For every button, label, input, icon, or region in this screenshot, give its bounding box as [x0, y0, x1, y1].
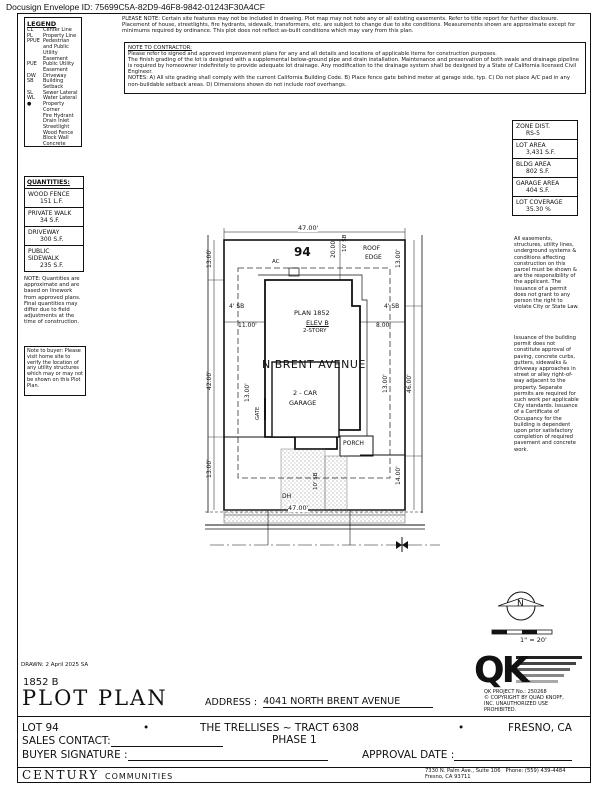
- qty-public-sidewalk: PUBLIC SIDEWALK 235 S.F.: [28, 248, 64, 269]
- drawn-date: DRAWN: 2 April 2025 SA: [21, 662, 89, 668]
- right-side-dim: 8.00': [376, 322, 392, 329]
- tb-bullet-1: •: [143, 722, 150, 734]
- gate-label: GATE: [255, 406, 261, 420]
- tb-lot: LOT 94: [22, 722, 59, 734]
- contractor-heading: NOTE TO CONTRACTOR:: [128, 45, 192, 51]
- stat-zone: ZONE DIST. RS-5: [513, 121, 577, 140]
- legend-abbr: SL: [27, 89, 33, 96]
- roof-edge-label-1: ROOF: [363, 245, 381, 252]
- qty-wood-fence: WOOD FENCE 151 L.F.: [25, 189, 83, 208]
- north-label: N: [517, 599, 524, 609]
- qk-copyright: © COPYRIGHT BY QUAD KNOPF, INC. UNAUTHORIZED USE PROHIBITED.: [484, 695, 564, 713]
- qk-info: [484, 689, 564, 713]
- left-mid-dim: 13.00': [244, 383, 251, 402]
- buyer-note: Note to buyer: Please visit home site to verify the location of any utility structures which may or may not be shown on this Plot Plan.: [24, 346, 86, 396]
- garage-label-2: GARAGE: [289, 399, 317, 407]
- approval-date-line[interactable]: [454, 760, 572, 761]
- quantities-title: QUANTITIES:: [25, 177, 83, 189]
- office-street: 7330 N. Palm Ave., Suite 106: [425, 768, 501, 774]
- ac-label: AC: [272, 259, 280, 265]
- legend-abbr: PUE: [27, 61, 37, 68]
- legend-abbr: WL: [27, 95, 35, 102]
- legend-desc: Drain Inlet: [43, 118, 70, 125]
- right-sb-label: 4' SB: [384, 303, 400, 310]
- scale-label: 1" = 20': [520, 636, 547, 644]
- tb-subdivision: THE TRELLISES ~ TRACT 6308: [200, 722, 359, 734]
- dh-label: DH: [282, 493, 292, 500]
- legend-desc: Concrete: [43, 141, 66, 148]
- tb-sales-contact: [22, 735, 223, 747]
- roof-edge-label-2: EDGE: [365, 254, 382, 261]
- scale-bar: [492, 630, 552, 634]
- street-name: N BRENT AVENUE: [262, 358, 366, 371]
- right-depth-dim: 46.00': [406, 374, 413, 393]
- sales-contact-label: SALES CONTACT:: [22, 735, 111, 747]
- legend-desc: Streetlight: [43, 123, 70, 130]
- streetlight-icon: [396, 537, 408, 552]
- top-width-dim: 47.00': [298, 224, 319, 232]
- title-block-rule: [17, 716, 591, 717]
- century-suffix: COMMUNITIES: [104, 772, 174, 781]
- legend-abbr: ●: [27, 101, 32, 108]
- plan-elevation: ELEV B: [306, 319, 329, 327]
- please-note: PLEASE NOTE: Certain site features may not be included in drawing. Plot map may not note any or all existing easements. Refer to title report for further disclosure. Placement of house, streetlights, fire hydrants, sidewalk, transformers, etc. are subject to change due to site conditions. Measurements shown are approximate except for minimums required by ordinance. This plot does not reflect as-built conditions which may vary from this plan.: [122, 16, 576, 35]
- envelope-id: Docusign Envelope ID: 75699C5A-82D9-46F8-9842-01243F30A4CF: [6, 2, 265, 12]
- left-side-dim: 11.00': [238, 322, 257, 329]
- legend-abbr: PL: [27, 32, 33, 39]
- right-mid-dim: 13.00': [382, 374, 389, 393]
- qk-logo: QK: [474, 650, 527, 691]
- private-walk: [325, 456, 347, 510]
- buyer-signature-label: BUYER SIGNATURE :: [22, 749, 128, 761]
- building-permit-note: Issuance of the building permit does not constitute approval of paving, concrete curbs, gutters, sidewalks & driveway approaches in street or alley right-of-way adjacent to the property. Separate permits are required for such work per applicable City standards. Issuance of a Certificate of Occupancy for the building is dependent upon prior satisfactory completion of required pavement and concrete work.: [514, 335, 579, 453]
- legend-desc: Driveway: [43, 72, 67, 79]
- left-front-dim: 13.00': [206, 459, 213, 478]
- legend-abbr: SB: [27, 78, 34, 85]
- right-rear-dim: 13.00': [395, 249, 402, 268]
- tb-phase: PHASE 1: [272, 734, 317, 746]
- legend-desc: Fire Hydrant: [43, 112, 74, 119]
- lot-number: 94: [294, 245, 311, 259]
- porch-label: PORCH: [343, 440, 364, 447]
- legend-desc: Building Setback: [43, 78, 64, 91]
- legend-desc: Property Corner: [43, 101, 65, 113]
- approval-date-label: APPROVAL DATE :: [362, 749, 455, 761]
- left-sb-label: 4' SB: [229, 303, 245, 310]
- office-phone: Phone: (559) 439-4484: [505, 768, 566, 774]
- plan-story: 2-STORY: [303, 328, 327, 334]
- tb-city: FRESNO, CA: [508, 722, 572, 734]
- right-front-dim: 14.00': [395, 466, 402, 485]
- rear-setback-dim: 20.00': [330, 239, 337, 258]
- tb-bullet-2: •: [458, 722, 465, 734]
- buyer-signature-line[interactable]: [128, 760, 328, 761]
- office-address: [425, 768, 566, 781]
- legend-title: LEGEND: [27, 20, 57, 28]
- century-name: CENTURY: [22, 768, 100, 782]
- office-city: Fresno, CA 93711: [425, 774, 471, 781]
- stat-bldg-area: BLDG AREA 802 S.F.: [513, 159, 577, 178]
- left-depth-dim: 42.00': [206, 371, 213, 390]
- sales-contact-line[interactable]: [111, 746, 223, 747]
- legend-desc: Water Lateral: [43, 95, 77, 102]
- legend-abbr: CL: [27, 27, 34, 33]
- left-rear-dim: 13.00': [206, 249, 213, 268]
- legend-abbr: DW: [27, 72, 36, 79]
- contractor-line-1: Please refer to signed and approved improvement plans for any and all details and locations of applicable items for construction purposes.: [128, 51, 497, 58]
- qty-driveway: DRIVEWAY 300 S.F.: [25, 227, 83, 246]
- stat-garage-area: GARAGE AREA 404 S.F.: [513, 178, 577, 197]
- qk-project: QK PROJECT No.: 250268: [484, 689, 547, 695]
- bottom-width-dim: 47.00': [288, 504, 309, 512]
- tb-buyer-signature: [22, 749, 328, 761]
- qty-private-walk: PRIVATE WALK 34 S.F.: [25, 208, 83, 227]
- quantities-note: NOTE: Quantities are approximate and are based on linework from approved plans. Final quantities may differ due to field adjustments at the time of construction.: [24, 276, 81, 326]
- plot-plan-title: PLOT PLAN: [22, 686, 168, 710]
- plan-name: PLAN 1852: [294, 309, 330, 317]
- address-value: 4041 NORTH BRENT AVENUE: [263, 696, 433, 708]
- legend-abbr: PPUE: [27, 38, 40, 45]
- easement-note: All easements, structures, utility lines, underground systems & conditions affecting construction on this parcel must be shown & are the responsibility of the applicant. The issuance of a permit does not grant to any person the right to violate City or State Law.: [514, 236, 579, 311]
- lot-code: 1852 B: [23, 677, 59, 688]
- contractor-line-2: The finish grading of the lot is designed with a supplemental below-ground pipe and drain installation. Maintenance and preservation of both swale and drainage pipeline is required by homeowner indefinitely to provide adequate lot drainage. Any modification to the drainage system shall be designed by a State of California licensed Civil Engineer.: [128, 57, 579, 76]
- address: [205, 696, 433, 708]
- stat-lot-coverage: LOT COVERAGE 35.30 %: [516, 199, 563, 213]
- legend-desc: Wood Fence: [43, 129, 74, 136]
- contractor-line-3: NOTES: A) All site grading shall comply with the current California Building Code. B) Place fence gate behind meter at garage side, typ. C) Do not place A/C pad in any non-buildable setback areas. D) Dimensions shown do not include roof overhangs.: [128, 75, 570, 88]
- front-sb-label: 10' SB: [313, 472, 319, 490]
- legend-desc: Center Line: [43, 27, 72, 33]
- rear-sb-label: 10' SB: [342, 234, 348, 252]
- legend-desc: Sewer Lateral: [43, 89, 78, 96]
- legend-desc: Property Line: [43, 32, 77, 39]
- tb-approval-date: [362, 749, 572, 761]
- stat-lot-area: LOT AREA 3,431 S.F.: [513, 140, 577, 159]
- century-logo: [22, 768, 173, 782]
- legend-desc: Public Utility Easement: [43, 61, 75, 73]
- legend-desc: Block Wall: [43, 135, 69, 142]
- garage-label-1: 2 - CAR: [293, 389, 318, 397]
- legend-desc: Pedestrian and Public Utility Easement: [43, 38, 70, 62]
- address-label: ADDRESS :: [205, 697, 258, 708]
